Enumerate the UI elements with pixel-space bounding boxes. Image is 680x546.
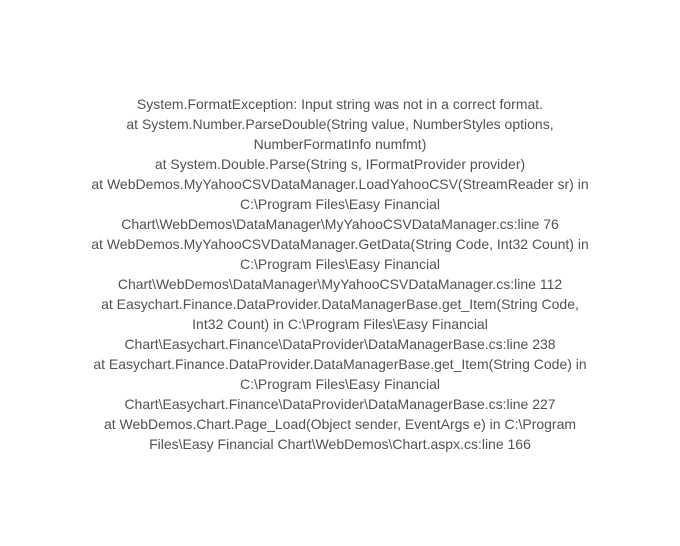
error-stack-trace [0, 94, 680, 454]
stack-trace-line: Files\Easy Financial Chart\WebDemos\Chart.aspx.cs:line 166 [149, 436, 531, 452]
stack-trace-line: C:\Program Files\Easy Financial [240, 376, 440, 392]
stack-trace-line: Chart\WebDemos\DataManager\MyYahooCSVDataManager.cs:line 76 [121, 216, 559, 232]
stack-trace-line: at System.Double.Parse(String s, IFormatProvider provider) [154, 156, 526, 172]
stack-trace-line: C:\Program Files\Easy Financial [240, 256, 440, 272]
stack-trace-line: Int32 Count) in C:\Program Files\Easy Financial [192, 316, 488, 332]
stack-trace-line: NumberFormatInfo numfmt) [253, 136, 427, 152]
stack-trace-line: at WebDemos.Chart.Page_Load(Object sender, EventArgs e) in C:\Program [103, 416, 577, 432]
stack-trace-line: at WebDemos.MyYahooCSVDataManager.GetData(String Code, Int32 Count) in [91, 236, 589, 252]
stack-trace-line: at Easychart.Finance.DataProvider.DataManagerBase.get_Item(String Code) in [93, 356, 587, 372]
stack-trace-line: Chart\Easychart.Finance\DataProvider\DataManagerBase.cs:line 227 [124, 396, 556, 412]
stack-trace-line: at WebDemos.MyYahooCSVDataManager.LoadYahooCSV(StreamReader sr) in [91, 176, 589, 192]
stack-trace-line: at System.Number.ParseDouble(String value, NumberStyles options, [126, 116, 554, 132]
stack-trace-line: at Easychart.Finance.DataProvider.DataManagerBase.get_Item(String Code, [101, 296, 579, 312]
stack-trace-line: Chart\WebDemos\DataManager\MyYahooCSVDataManager.cs:line 112 [117, 276, 563, 292]
stack-trace-line: Chart\Easychart.Finance\DataProvider\DataManagerBase.cs:line 238 [124, 336, 556, 352]
stack-trace-line: C:\Program Files\Easy Financial [240, 196, 440, 212]
exception-message-line: System.FormatException: Input string was not in a correct format. [136, 96, 544, 112]
